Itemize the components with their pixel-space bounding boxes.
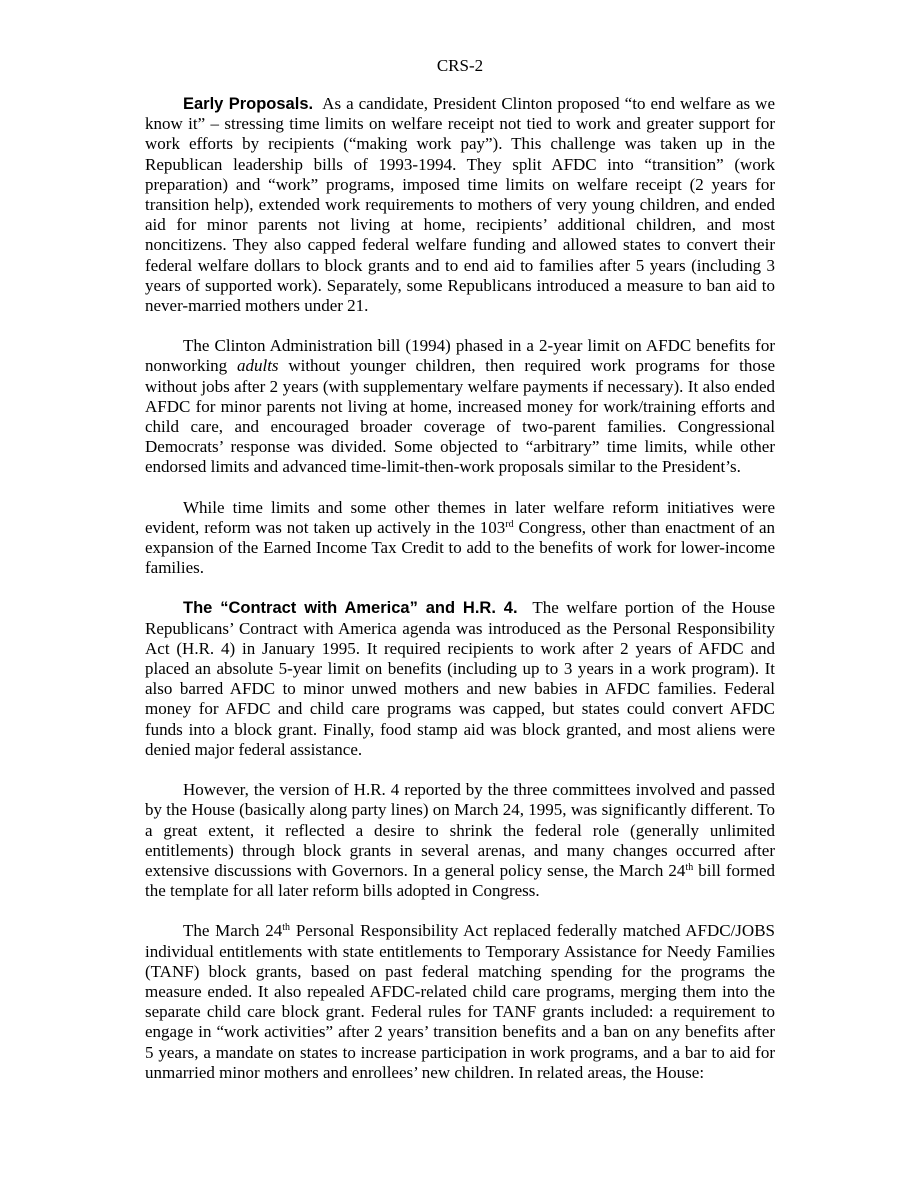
section-heading-early-proposals: Early Proposals.: [183, 95, 314, 113]
paragraph-text: The Clinton Administration bill (1994) phased in a 2-year limit on AFDC benefits for nonworking: [145, 336, 775, 376]
paragraph-contract-with-america: [145, 598, 775, 760]
superscript: th: [282, 922, 291, 934]
paragraph-text: bill formed the template for all later reform bills adopted in Congress.: [145, 860, 775, 901]
paragraph-text: Congress, other than enactment of an expansion of the Earned Income Tax Credit to add to the benefits of work for lower-income families.: [145, 517, 775, 578]
paragraph-clinton-administration-bill: [145, 336, 775, 477]
paragraph-text: As a candidate, President Clinton proposed “to end welfare as we know it” – stressing time limits on welfare receipt not tied to work and greater support for work efforts by recipients (“making work pay”). This challenge was taken up in the Republican leadership bills of 1993-1994. They split AFDC into “transition” (work preparation) and “work” programs, imposed time limits on welfare receipt (2 years for transition help), extended work requirements to mothers of very young children, and ended aid for minor parents not living at home, recipients’ additional children, and most noncitizens. They also capped federal welfare funding and allowed states to convert their federal welfare dollars to block grants and to end aid to families after 5 years (including 3 years of supported work). Separately, some Republicans introduced a measure to ban aid to never-married mothers under 21.: [145, 94, 775, 316]
section-heading-contract-with-america: The “Contract with America” and H.R. 4.: [183, 599, 518, 618]
paragraph-text: The March 24: [183, 921, 283, 941]
page-header: CRS-2: [436, 56, 484, 75]
paragraph-text: While time limits and some other themes in later welfare reform initiatives were evident, reform was not taken up actively in the 103: [145, 497, 775, 537]
paragraph-text: Personal Responsibility Act replaced federally matched AFDC/JOBS individual entitlements with state entitlements to Temporary Assistance for Needy Families (TANF) block grants, based on past federal matching spending for the programs the measure ended. It also repealed AFDC-related child care programs, merging them into the separate child care block grant. Federal rules for TANF grants included: a requirement to engage in “work activities” after 2 years’ transition benefits and a ban on any benefits after 5 years, a mandate on states to increase participation in work programs, and a bar to aid for unmarried minor mothers and enrollees’ new children. In related areas, the House:: [145, 921, 775, 1082]
paragraph-early-proposals: [145, 94, 775, 316]
paragraph-text: without younger children, then required work programs for those without jobs after 2 years (with supplementary welfare payments if necessary). It also ended AFDC for minor parents not living at home, increased money for work/training efforts and child care, and encouraged broader coverage of two-parent families. Congressional Democrats’ response was divided. Some objected to “arbitrary” time limits, while other endorsed limits and advanced time-limit-then-work proposals similar to the President’s.: [145, 356, 776, 477]
paragraph-hr4-version: [145, 780, 775, 901]
paragraph-text: The welfare portion of the House Republicans’ Contract with America agenda was introduced as the Personal Responsibility Act (H.R. 4) in January 1995. It required recipients to work after 2 years of AFDC and placed an absolute 5-year limit on benefits (including up to 3 years in a work program). It also barred AFDC to minor unwed mothers and new babies in AFDC families. Federal money for AFDC and child care programs was capped, but states could convert AFDC funds into a block grant. Finally, food stamp aid was block granted, and most aliens were denied major federal assistance.: [145, 598, 775, 759]
paragraph-text: However, the version of H.R. 4 reported by the three committees involved and passed by the House (basically along party lines) on March 24, 1995, was significantly different. To a great extent, it reflected a desire to shrink the federal role (generally unlimited entitlements) through block grants in several arenas, and many changes occurred after extensive discussions with Governors. In a general policy sense, the March 24: [145, 780, 775, 880]
paragraph-time-limits: [145, 498, 775, 579]
superscript: th: [685, 861, 694, 873]
superscript: rd: [505, 518, 514, 530]
emphasized-word: adults: [236, 356, 279, 376]
paragraph-personal-responsibility-act: [145, 921, 775, 1083]
document-page: [145, 56, 775, 1103]
